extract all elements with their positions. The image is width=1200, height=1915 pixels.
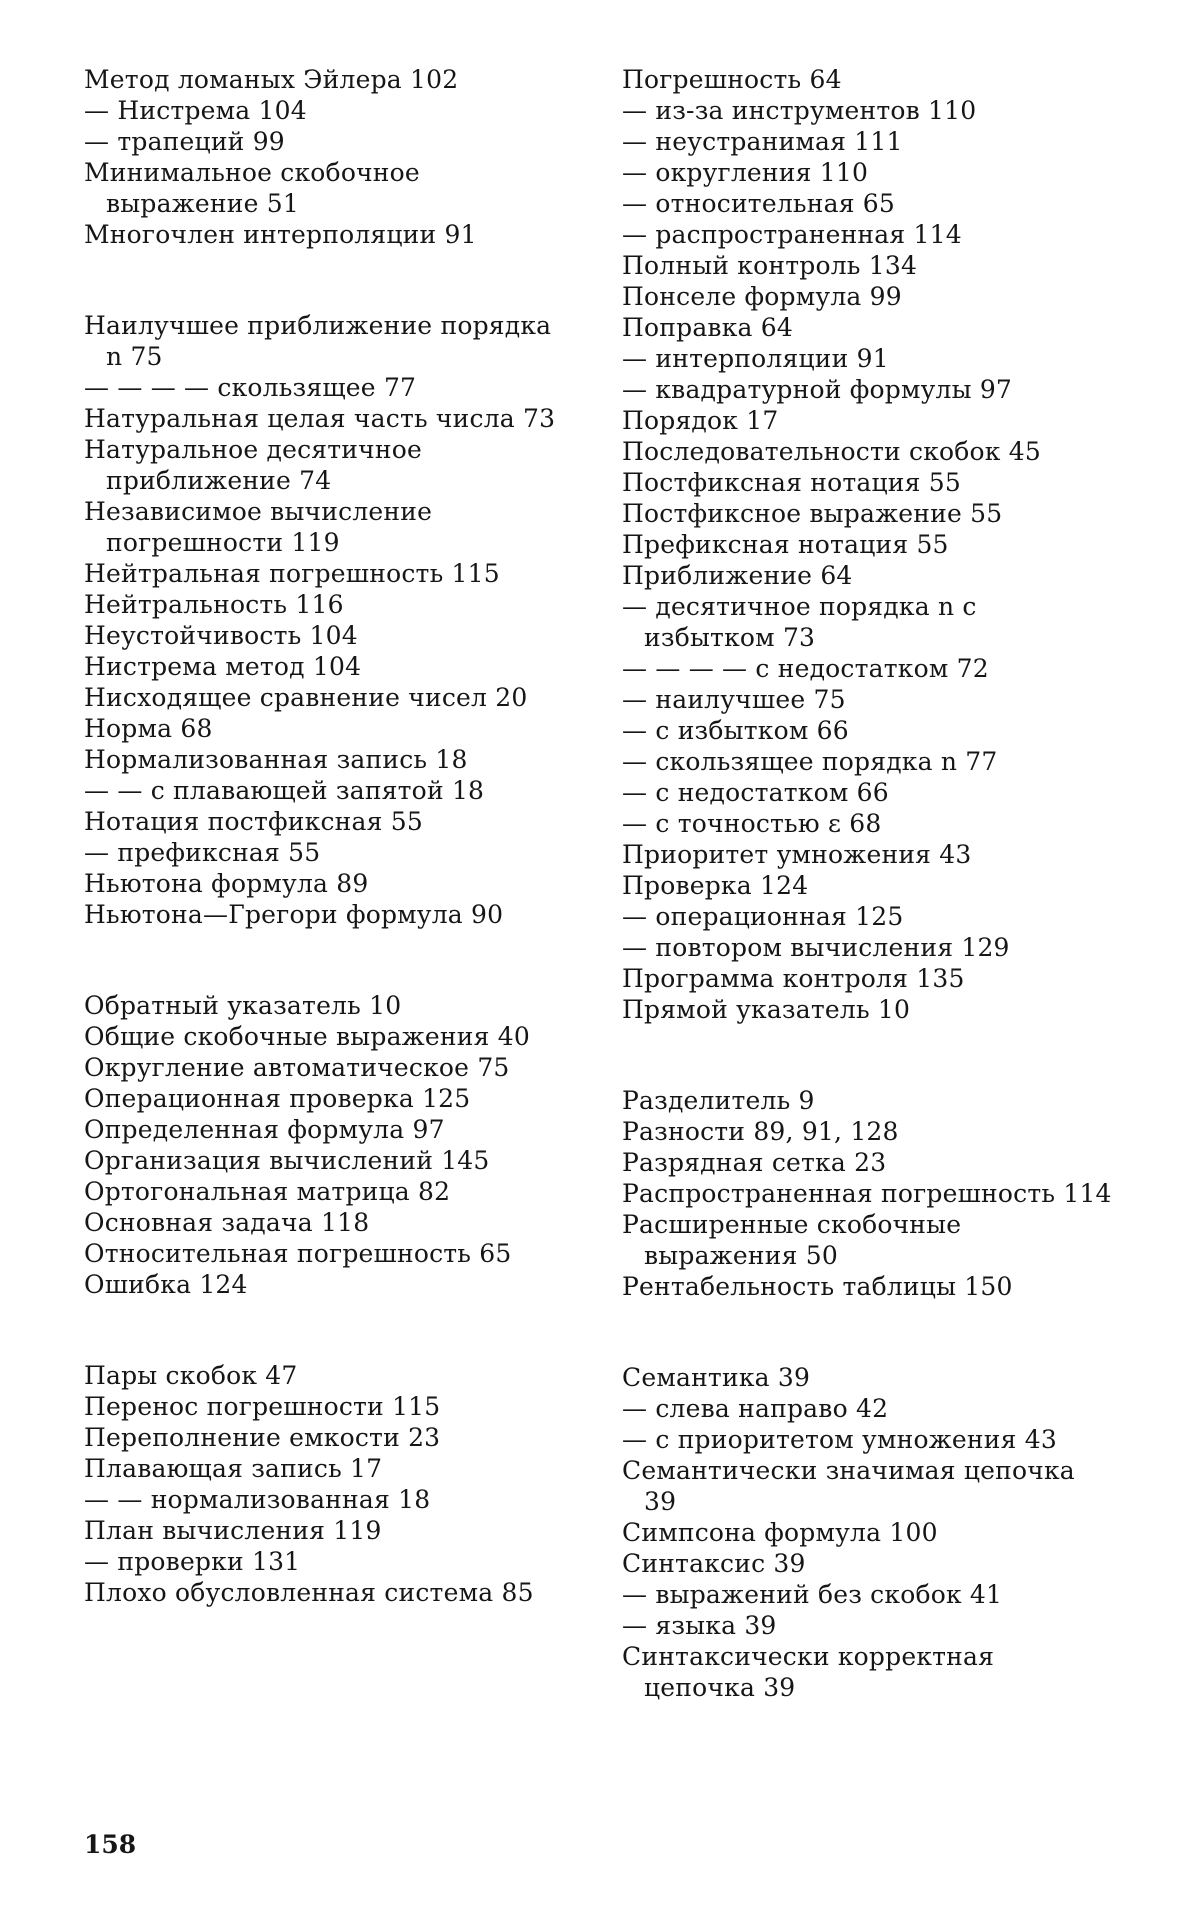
index-entry: Ньютона формула 89 xyxy=(84,869,369,898)
index-entry: — префиксная 55 xyxy=(84,838,321,867)
index-entry: — с недостатком 66 xyxy=(622,778,889,807)
index-group xyxy=(84,990,574,1300)
index-entry: — из-за инструментов 110 xyxy=(622,96,977,125)
index-entry: Приближение 64 xyxy=(622,561,853,590)
index-entry: Поправка 64 xyxy=(622,313,793,342)
index-entry: Приоритет умножения 43 xyxy=(622,840,972,869)
index-entry: Округление автоматическое 75 xyxy=(84,1053,510,1082)
left-index-column xyxy=(84,64,574,1668)
index-entry: — округления 110 xyxy=(622,158,869,187)
index-entry: Прямой указатель 10 xyxy=(622,995,911,1024)
index-entry: — с избытком 66 xyxy=(622,716,849,745)
index-group xyxy=(622,1085,1112,1302)
index-entry: — десятичное порядка n с избытком 73 xyxy=(622,592,977,652)
index-entry: Многочлен интерполяции 91 xyxy=(84,220,477,249)
index-entry: Относительная погрешность 65 xyxy=(84,1239,512,1268)
index-entry: Порядок 17 xyxy=(622,406,779,435)
index-entry: Минимальное скобочное выражение 51 xyxy=(84,158,420,218)
index-entry: — выражений без скобок 41 xyxy=(622,1580,1003,1609)
index-group xyxy=(622,1362,1112,1703)
page-number: 158 xyxy=(84,1830,137,1859)
index-entry: — неустранимая 111 xyxy=(622,127,903,156)
index-entry: Симпсона формула 100 xyxy=(622,1518,938,1547)
index-group xyxy=(622,64,1112,1025)
index-entry: Наилучшее приближение порядка n 75 xyxy=(84,311,552,371)
index-entry: Метод ломаных Эйлера 102 xyxy=(84,65,459,94)
index-entry: — — с плавающей запятой 18 xyxy=(84,776,485,805)
index-entry: Общие скобочные выражения 40 xyxy=(84,1022,530,1051)
index-entry: Погрешность 64 xyxy=(622,65,842,94)
index-entry: Нейтральная погрешность 115 xyxy=(84,559,500,588)
index-entry: — относительная 65 xyxy=(622,189,896,218)
index-entry: Неустойчивость 104 xyxy=(84,621,358,650)
index-entry: Разделитель 9 xyxy=(622,1086,815,1115)
index-entry: — с приоритетом умножения 43 xyxy=(622,1425,1057,1454)
index-entry: Ортогональная матрица 82 xyxy=(84,1177,451,1206)
index-entry: — языка 39 xyxy=(622,1611,777,1640)
index-entry: Перенос погрешности 115 xyxy=(84,1392,441,1421)
index-entry: Переполнение емкости 23 xyxy=(84,1423,441,1452)
index-entry: Программа контроля 135 xyxy=(622,964,965,993)
index-entry: — проверки 131 xyxy=(84,1547,301,1576)
index-entry: Операционная проверка 125 xyxy=(84,1084,471,1113)
index-entry: Последовательности скобок 45 xyxy=(622,437,1041,466)
index-entry: — скользящее порядка n 77 xyxy=(622,747,998,776)
index-entry: Нисходящее сравнение чисел 20 xyxy=(84,683,528,712)
index-entry: Понселе формула 99 xyxy=(622,282,902,311)
index-entry: Рентабельность таблицы 150 xyxy=(622,1272,1013,1301)
index-entry: — — — — скользящее 77 xyxy=(84,373,417,402)
index-entry: Синтаксически корректная цепочка 39 xyxy=(622,1642,995,1702)
index-group xyxy=(84,1360,574,1608)
index-entry: Обратный указатель 10 xyxy=(84,991,402,1020)
index-entry: Натуральная целая часть числа 73 xyxy=(84,404,556,433)
index-entry: Норма 68 xyxy=(84,714,213,743)
index-entry: Нотация постфиксная 55 xyxy=(84,807,423,836)
index-entry: Нистрема метод 104 xyxy=(84,652,362,681)
index-entry: План вычисления 119 xyxy=(84,1516,382,1545)
index-entry: — — — — с недостатком 72 xyxy=(622,654,989,683)
index-entry: Полный контроль 134 xyxy=(622,251,918,280)
index-entry: Семантика 39 xyxy=(622,1363,811,1392)
index-entry: Организация вычислений 145 xyxy=(84,1146,490,1175)
index-entry: — наилучшее 75 xyxy=(622,685,846,714)
index-entry: Определенная формула 97 xyxy=(84,1115,445,1144)
index-entry: — с точностью ε 68 xyxy=(622,809,882,838)
index-entry: — интерполяции 91 xyxy=(622,344,889,373)
index-entry: — распространенная 114 xyxy=(622,220,962,249)
index-entry: Ньютона—Грегори формула 90 xyxy=(84,900,504,929)
index-entry: Расширенные скобочные выражения 50 xyxy=(622,1210,962,1270)
index-entry: Распространенная погрешность 114 xyxy=(622,1179,1112,1208)
index-entry: Синтаксис 39 xyxy=(622,1549,806,1578)
index-entry: Семантически значимая цепочка 39 xyxy=(622,1456,1075,1516)
index-group xyxy=(84,64,574,250)
index-entry: Пары скобок 47 xyxy=(84,1361,298,1390)
index-entry: — Нистрема 104 xyxy=(84,96,307,125)
index-entry: — повтором вычисления 129 xyxy=(622,933,1010,962)
index-entry: Разрядная сетка 23 xyxy=(622,1148,887,1177)
index-entry: — трапеций 99 xyxy=(84,127,285,156)
index-entry: Разности 89, 91, 128 xyxy=(622,1117,899,1146)
index-entry: Постфиксное выражение 55 xyxy=(622,499,1003,528)
index-entry: Плохо обусловленная система 85 xyxy=(84,1578,534,1607)
index-entry: Основная задача 118 xyxy=(84,1208,370,1237)
index-group xyxy=(84,310,574,930)
right-index-column xyxy=(622,64,1112,1763)
index-entry: Ошибка 124 xyxy=(84,1270,248,1299)
index-entry: Нормализованная запись 18 xyxy=(84,745,468,774)
index-entry: — слева направо 42 xyxy=(622,1394,889,1423)
index-entry: Постфиксная нотация 55 xyxy=(622,468,961,497)
index-entry: Плавающая запись 17 xyxy=(84,1454,383,1483)
index-entry: Префиксная нотация 55 xyxy=(622,530,949,559)
index-entry: Натуральное десятичное приближение 74 xyxy=(84,435,422,495)
index-entry: Нейтральность 116 xyxy=(84,590,344,619)
index-entry: Проверка 124 xyxy=(622,871,809,900)
index-entry: Независимое вычисление погрешности 119 xyxy=(84,497,433,557)
index-entry: — квадратурной формулы 97 xyxy=(622,375,1013,404)
index-entry: — — нормализованная 18 xyxy=(84,1485,431,1514)
index-entry: — операционная 125 xyxy=(622,902,904,931)
